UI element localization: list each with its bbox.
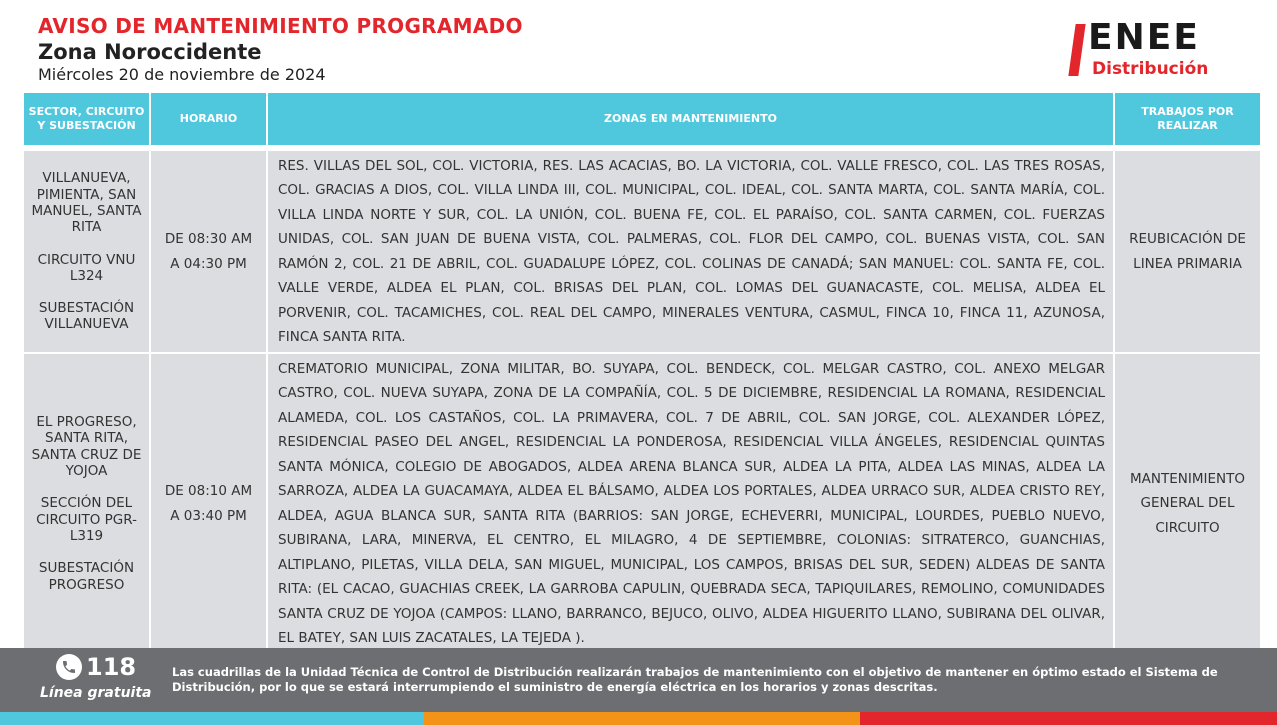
schedule-cell (150, 150, 267, 353)
sector-cell (23, 150, 150, 353)
circuit-name: SECCIÓN DEL CIRCUITO PGR-L319 (36, 495, 137, 544)
notice-date: Miércoles 20 de noviembre de 2024 (38, 65, 326, 84)
column-header-horario: HORARIO (150, 92, 267, 146)
sector-names: VILLANUEVA, PIMIENTA, SAN MANUEL, SANTA RITA (31, 170, 142, 236)
maintenance-table (22, 91, 1262, 655)
footer-bar (0, 648, 1277, 712)
work-cell: MANTENIMIENTO GENERAL DEL CIRCUITO (1114, 353, 1261, 654)
hotline-number: 118 (86, 653, 137, 681)
schedule-start: DE 08:30 AM (164, 231, 253, 247)
zone-name: Zona Noroccidente (38, 40, 262, 64)
substation-name: SUBESTACIÓN PROGRESO (38, 560, 135, 593)
notice-title: AVISO DE MANTENIMIENTO PROGRAMADO (38, 14, 523, 38)
column-header-sector: SECTOR, CIRCUITO Y SUBESTACIÓN (23, 92, 150, 146)
color-band-cyan (0, 712, 424, 725)
table-row (23, 150, 1261, 353)
schedule-end: A 03:40 PM (170, 507, 247, 524)
logo-subtitle: Distribución (1092, 59, 1209, 79)
logo-brand: ENEE (1088, 17, 1200, 58)
color-band-red (860, 712, 1277, 725)
sector-cell (23, 353, 150, 654)
logo-mark (1068, 24, 1085, 76)
column-header-trabajos: TRABAJOS POR REALIZAR (1114, 92, 1261, 146)
work-cell: REUBICACIÓN DE LINEA PRIMARIA (1114, 150, 1261, 353)
schedule-start: DE 08:10 AM (164, 483, 253, 499)
phone-icon (56, 654, 82, 680)
substation-name: SUBESTACIÓN VILLANUEVA (38, 300, 135, 333)
color-band-orange (424, 712, 860, 725)
footer-notice: Las cuadrillas de la Unidad Técnica de Control de Distribución realizarán trabajos de mantenimiento con el objetivo de mantener en óptimo estado el Sistema de Distribución, por lo que se estará interrumpiendo el suministro de energía eléctrica en los horarios y zonas descritas. (172, 665, 1218, 694)
zones-cell: RES. VILLAS DEL SOL, COL. VICTORIA, RES. LAS ACACIAS, BO. LA VICTORIA, COL. VALLE FRESCO, COL. LAS TRES ROSAS, COL. GRACIAS A DIOS, COL. VILLA LINDA III, COL. MUNICIPAL, COL. IDEAL, COL. SANTA MARTA, COL. SANTA MARÍA, COL. VILLA LINDA NORTE Y SUR, COL. LA UNIÓN, COL. BUENA FE, COL. EL PARAÍSO, COL. SANTA CARMEN, COL. FUERZAS UNIDAS, COL. SAN JUAN DE BUENA VISTA, COL. PALMERAS, COL. FLOR DEL CAMPO, COL. BUENAS VISTA, COL. SAN RAMÓN 2, COL. 21 DE ABRIL, COL. GUADALUPE LÓPEZ, COL. COLINAS DE CANADÁ; SAN MANUEL: COL. SANTA FE, COL. VALLE VERDE, ALDEA EL PLAN, COL. BRISAS DEL PLAN, COL. LOMAS DEL GUANACASTE, COL. MELISA, ALDEA EL PORVENIR, COL. TACAMICHES, COL. REAL DEL CAMPO, MINERALES VENTURA, CASMUL, FINCA 10, FINCA 11, AZUNOSA, FINCA SANTA RITA. (267, 150, 1114, 353)
zones-cell: CREMATORIO MUNICIPAL, ZONA MILITAR, BO. SUYAPA, COL. BENDECK, COL. MELGAR CASTRO, COL. ANEXO MELGAR CASTRO, COL. NUEVA SUYAPA, ZONA DE LA COMPAÑÍA, COL. 5 DE DICIEMBRE, RESIDENCIAL LA ROMANA, RESIDENCIAL ALAMEDA, COL. LOS CASTAÑOS, COL. LA PRIMAVERA, COL. 7 DE ABRIL, COL. SAN JORGE, COL. ALEXANDER LÓPEZ, RESIDENCIAL PASEO DEL ANGEL, RESIDENCIAL LA PONDEROSA, RESIDENCIAL VILLA ÁNGELES, RESIDENCIAL QUINTAS SANTA MÓNICA, COLEGIO DE ABOGADOS, ALDEA ARENA BLANCA SUR, ALDEA LA PITA, ALDEA LAS MINAS, ALDEA LA SARROZA, ALDEA LA GUACAMAYA, ALDEA EL BÁLSAMO, ALDEA LOS PORTALES, ALDEA URRACO SUR, ALDEA CRISTO REY, ALDEA, AGUA BLANCA SUR, SANTA RITA (BARRIOS: SAN JORGE, ECHEVERRI, MUNICIPAL, LOURDES, PUEBLO NUEVO, SUBIRANA, LARA, MINERVA, EL CENTRO, EL MILAGRO, 4 DE SEPTIEMBRE, COLONIAS: SITRATERCO, GUANCHIAS, ALTIPLANO, PILETAS, VILLA DELA, SAN MIGUEL, MUNICIPAL, LOS CAMPOS, BRISAS DEL SUR, SEDEN) ALDEAS DE SANTA RITA: (EL CACAO, GUACHIAS CREEK, LA GARROBA CAPULIN, QUEBRADA SECA, TAPIQUILARES, REMOLINO, COMUNIDADES SANTA CRUZ DE YOJOA (CAMPOS: LLANO, BARRANCO, BEJUCO, OLIVO, ALDEA HIGUERITO LLANO, SUBIRANA DEL OLIVAR, EL BATEY, SAN LUIS ZACATALES, LA TEJEDA ). (267, 353, 1114, 654)
sector-names: EL PROGRESO, SANTA RITA, SANTA CRUZ DE YOJOA (31, 414, 142, 480)
hotline-label: Línea gratuita (40, 685, 152, 701)
schedule-cell (150, 353, 267, 654)
schedule-end: A 04:30 PM (170, 255, 247, 272)
circuit-name: CIRCUITO VNU L324 (37, 251, 136, 284)
table-row (23, 353, 1261, 654)
enee-logo (1066, 17, 1251, 80)
column-header-zonas: ZONAS EN MANTENIMIENTO (267, 92, 1114, 146)
table-header-row (23, 92, 1261, 146)
